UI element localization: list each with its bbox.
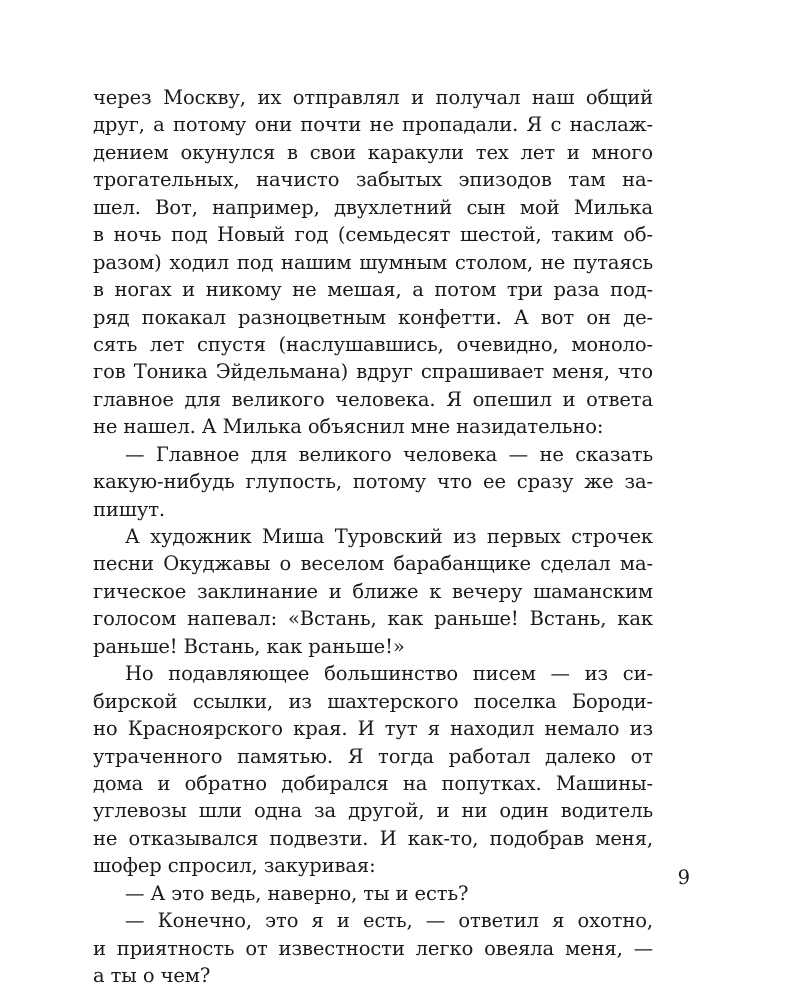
text-line: бирской ссылки, из шахтерского поселка Бороди- bbox=[93, 689, 653, 713]
text-line: в ночь под Новый год (семьдесят шестой, таким об- bbox=[93, 223, 653, 247]
text-line: А художник Миша Туровский из первых строчек bbox=[125, 525, 653, 548]
text-line: ряд покакал разноцветным конфетти. А вот он де- bbox=[93, 305, 653, 329]
text-line: дением окунулся в свои каракули тех лет и много bbox=[93, 140, 653, 164]
text-line: гическое заклинание и ближе к вечеру шаманским bbox=[93, 579, 653, 603]
text-line: шофер спросил, закуривая: bbox=[93, 854, 376, 878]
text-line: — А это ведь, наверно, ты и есть? bbox=[125, 881, 469, 905]
text-line: какую-нибудь глупость, потому что ее сразу же за- bbox=[93, 470, 653, 494]
text-line: пишут. bbox=[93, 497, 165, 521]
text-line: разом) ходил под нашим шумным столом, не путаясь bbox=[93, 250, 653, 274]
body-text bbox=[93, 84, 653, 989]
text-line: и приятность от известности легко овеяла меня, — bbox=[93, 936, 653, 960]
text-line: — Конечно, это я и есть, — ответил я охотно, bbox=[125, 909, 653, 933]
text-line: трогательных, начисто забытых эпизодов там на- bbox=[93, 168, 653, 192]
text-line: раньше! Встань, как раньше!» bbox=[93, 634, 405, 658]
text-line: сять лет спустя (наслушавшись, очевидно, моноло- bbox=[93, 332, 653, 356]
text-line: не отказывался подвезти. И как-то, подобрав меня, bbox=[93, 826, 653, 850]
text-line: не нашел. А Милька объяснил мне назидательно: bbox=[93, 415, 604, 439]
text-line: углевозы шли одна за другой, и ни один водитель bbox=[93, 799, 653, 823]
page-number: 9 bbox=[677, 866, 690, 889]
text-line: а ты о чем? bbox=[93, 964, 211, 987]
text-line: песни Окуджавы о веселом барабанщике сделал ма- bbox=[93, 552, 653, 576]
text-line: утраченного памятью. Я тогда работал далеко от bbox=[93, 744, 653, 768]
text-line: — Главное для великого человека — не сказать bbox=[125, 442, 653, 466]
text-line: дома и обратно добирался на попутках. Машины- bbox=[93, 771, 653, 795]
text-line: в ногах и никому не мешая, а потом три раза под- bbox=[93, 278, 653, 302]
text-line: Но подавляющее большинство писем — из си- bbox=[125, 662, 653, 686]
text-line: шел. Вот, например, двухлетний сын мой Милька bbox=[93, 195, 653, 219]
text-line: голосом напевал: «Встань, как раньше! Встань, как bbox=[93, 607, 653, 631]
text-line: через Москву, их отправлял и получал наш общий bbox=[93, 86, 653, 109]
text-line: но Красноярского края. И тут я находил немало из bbox=[93, 717, 653, 741]
text-line: друг, а потому они почти не пропадали. Я с наслаж- bbox=[93, 113, 653, 137]
text-line: главное для великого человека. Я опешил и ответа bbox=[93, 387, 653, 411]
text-line: гов Тоника Эйдельмана) вдруг спрашивает меня, что bbox=[93, 360, 653, 384]
